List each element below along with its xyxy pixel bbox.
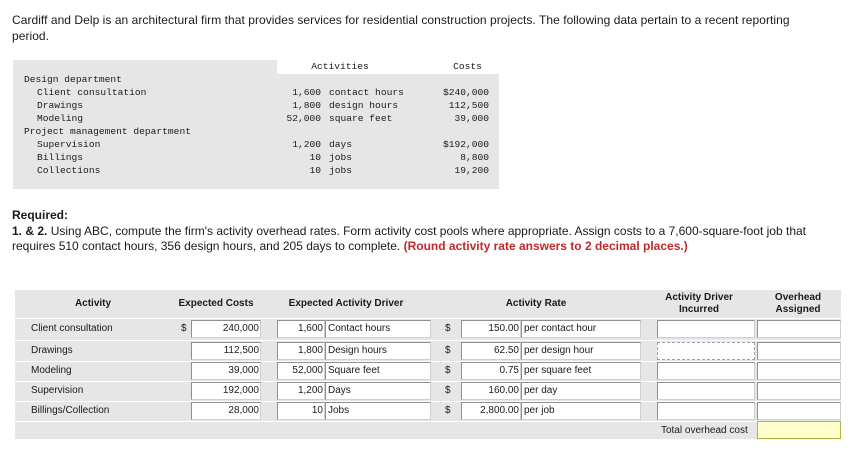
expected-cost-value: 28,000 bbox=[228, 405, 259, 416]
row-cost: $192,000 bbox=[442, 139, 489, 150]
dept-design: Design department bbox=[24, 74, 122, 85]
required-text bbox=[12, 224, 812, 255]
row-unit: jobs bbox=[329, 152, 353, 163]
driver-incurred-input[interactable] bbox=[657, 362, 755, 380]
activity-name: Client consultation bbox=[31, 323, 113, 334]
row-qty: 10 bbox=[309, 165, 321, 176]
overhead-assigned-input[interactable] bbox=[757, 320, 841, 338]
row-qty: 1,200 bbox=[292, 139, 321, 150]
row-unit: days bbox=[329, 139, 353, 150]
row-qty: 1,800 bbox=[292, 100, 321, 111]
row-cost: 8,800 bbox=[460, 152, 489, 163]
part-label: 1. & 2. bbox=[12, 223, 48, 238]
overhead-assigned-input[interactable] bbox=[757, 362, 841, 380]
rate-unit-value: per square feet bbox=[524, 365, 592, 376]
driver-qty-value: 10 bbox=[311, 405, 323, 416]
activity-rate-value: 62.50 bbox=[493, 345, 519, 356]
rate-unit-value: per job bbox=[524, 405, 555, 416]
row-name: Drawings bbox=[37, 100, 84, 111]
rate-currency: $ bbox=[445, 385, 451, 396]
col-header-expected-costs: Expected Costs bbox=[178, 298, 254, 309]
expected-cost-value: 112,500 bbox=[223, 345, 259, 356]
col-header-driver-incurred: Activity Driver Incurred bbox=[665, 292, 733, 315]
driver-unit-value: Days bbox=[328, 385, 351, 396]
row-qty: 52,000 bbox=[286, 113, 321, 124]
answer-table bbox=[15, 290, 841, 439]
driver-incurred-input[interactable] bbox=[657, 382, 755, 400]
rate-unit-value: per contact hour bbox=[524, 323, 597, 334]
problem-intro: Cardiff and Delp is an architectural firm that provides services for residential construction projects. The following data pertain to a recent reporting period. bbox=[12, 13, 790, 43]
driver-incurred-input[interactable] bbox=[657, 342, 755, 360]
row-cost: $240,000 bbox=[442, 87, 489, 98]
row-cost: 39,000 bbox=[454, 113, 489, 124]
rate-currency: $ bbox=[445, 405, 451, 416]
given-data-table bbox=[13, 60, 499, 189]
overhead-assigned-input[interactable] bbox=[757, 402, 841, 420]
activity-name: Modeling bbox=[31, 365, 72, 376]
expected-cost-value: 240,000 bbox=[222, 323, 259, 334]
overhead-assigned-input[interactable] bbox=[757, 382, 841, 400]
header-activities: Activities bbox=[277, 60, 403, 74]
required-body: Using ABC, compute the firm's activity overhead rates. Form activity cost pools where appropriate. Assign costs to a 7,600-square-foot job that requires 510 contact hours, 356 design hours, and 205 days to complete. bbox=[12, 223, 807, 253]
driver-qty-value: 1,800 bbox=[297, 345, 323, 356]
dept-project-management: Project management department bbox=[24, 126, 191, 137]
row-cost: 112,500 bbox=[448, 100, 489, 111]
col-header-activity: Activity bbox=[74, 298, 112, 309]
rate-unit-value: per day bbox=[524, 385, 558, 396]
driver-unit-value: Design hours bbox=[328, 345, 387, 356]
row-unit: square feet bbox=[329, 113, 393, 124]
total-overhead-label: Total overhead cost bbox=[661, 425, 748, 436]
required-label: Required: bbox=[12, 208, 69, 222]
col-header-overhead-assigned: Overhead Assigned bbox=[774, 292, 822, 315]
activity-name: Drawings bbox=[31, 345, 73, 356]
row-name: Client consultation bbox=[37, 87, 147, 98]
driver-qty-value: 52,000 bbox=[292, 365, 323, 376]
col-header-activity-rate: Activity Rate bbox=[505, 298, 567, 309]
row-qty: 10 bbox=[309, 152, 321, 163]
rate-currency: $ bbox=[445, 345, 451, 356]
activity-rate-value: 160.00 bbox=[488, 385, 519, 396]
activity-name: Billings/Collection bbox=[31, 405, 110, 416]
row-qty: 1,600 bbox=[292, 87, 321, 98]
driver-unit-value: Contact hours bbox=[328, 323, 391, 334]
expected-cost-value: 192,000 bbox=[222, 385, 259, 396]
expected-cost-value: 39,000 bbox=[228, 365, 259, 376]
activity-name: Supervision bbox=[31, 385, 84, 396]
activity-rate-value: 150.00 bbox=[488, 323, 519, 334]
row-name: Supervision bbox=[37, 139, 101, 150]
row-unit: contact hours bbox=[329, 87, 404, 98]
total-overhead-input[interactable] bbox=[757, 421, 841, 439]
row-unit: jobs bbox=[329, 165, 353, 176]
overhead-assigned-input[interactable] bbox=[757, 342, 841, 360]
driver-unit-value: Square feet bbox=[328, 365, 380, 376]
rate-currency: $ bbox=[445, 365, 451, 376]
required-section bbox=[12, 208, 812, 255]
row-cost: 19,200 bbox=[454, 165, 489, 176]
driver-qty-value: 1,200 bbox=[297, 385, 323, 396]
row-name: Collections bbox=[37, 165, 101, 176]
row-unit: design hours bbox=[329, 100, 399, 111]
driver-incurred-input[interactable] bbox=[657, 402, 755, 420]
currency-symbol: $ bbox=[181, 323, 187, 334]
driver-incurred-input[interactable] bbox=[657, 320, 755, 338]
rate-unit-value: per design hour bbox=[524, 345, 594, 356]
header-costs: Costs bbox=[436, 60, 499, 74]
rounding-instruction: (Round activity rate answers to 2 decimal places.) bbox=[403, 239, 688, 253]
activity-rate-value: 2,800.00 bbox=[480, 405, 519, 416]
driver-qty-value: 1,600 bbox=[297, 323, 323, 334]
activity-rate-value: 0.75 bbox=[499, 365, 519, 376]
row-name: Modeling bbox=[37, 113, 84, 124]
row-name: Billings bbox=[37, 152, 84, 163]
driver-unit-value: Jobs bbox=[328, 405, 350, 416]
col-header-expected-driver: Expected Activity Driver bbox=[288, 298, 404, 309]
rate-currency: $ bbox=[445, 323, 451, 334]
